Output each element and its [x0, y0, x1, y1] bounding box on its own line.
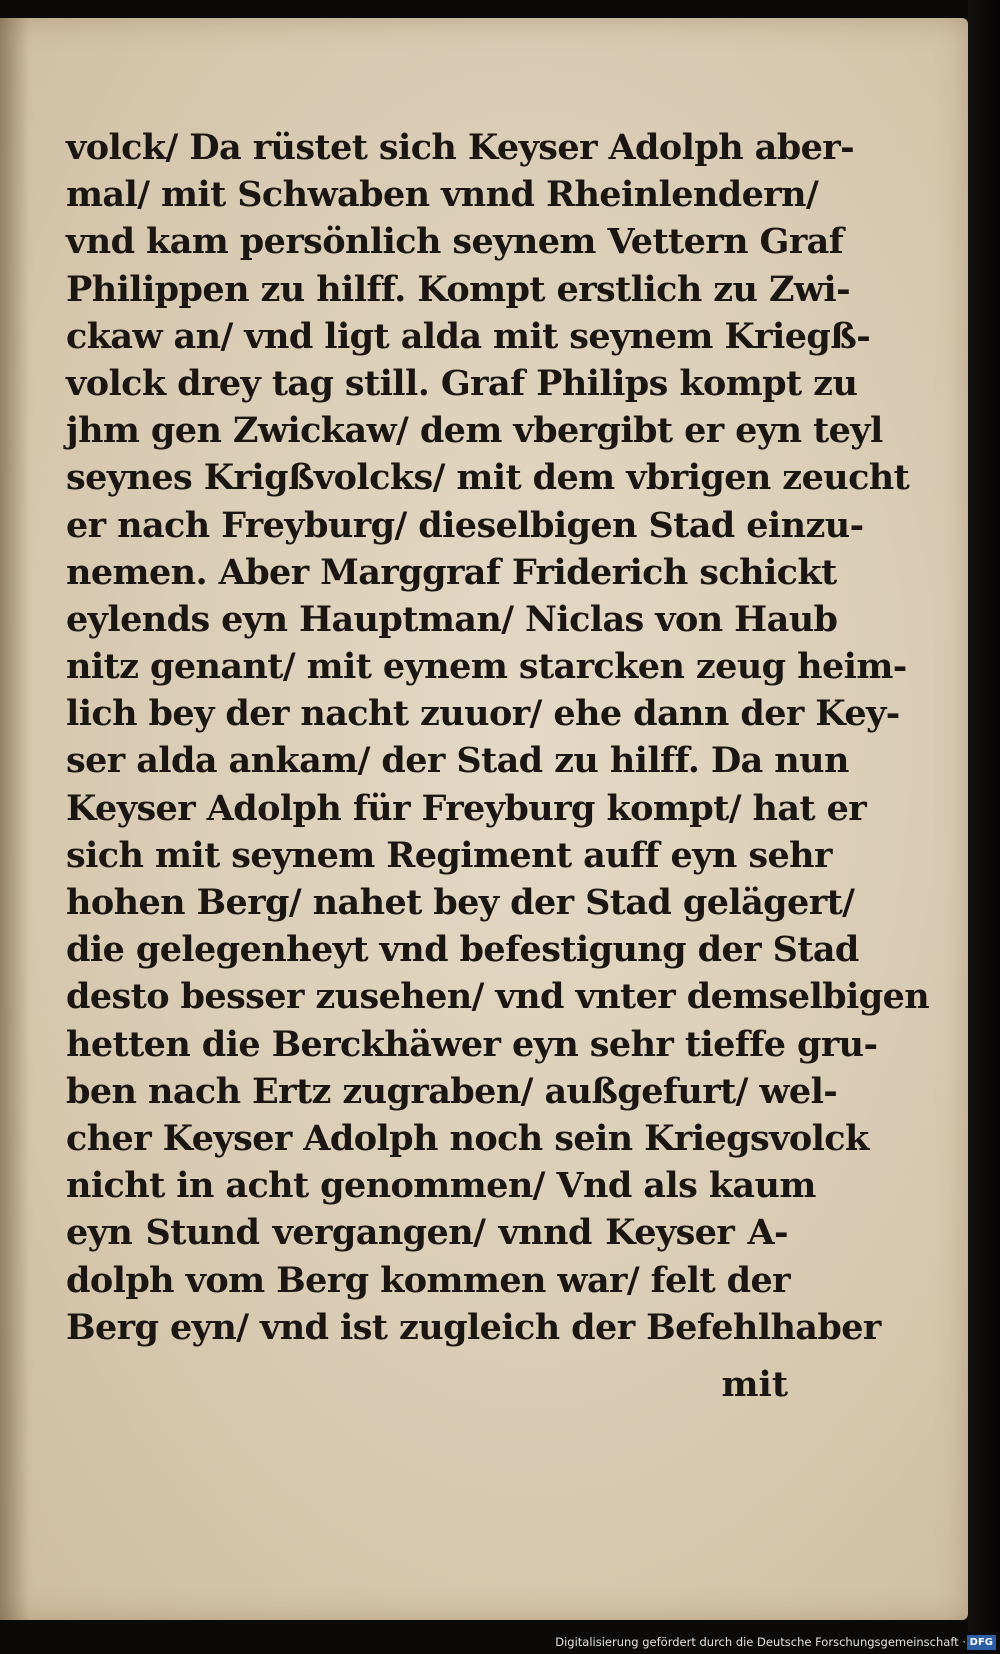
text-line: nitz genant/ mit eynem starcken zeug heim-	[66, 646, 907, 688]
footer-bar	[0, 1632, 1000, 1654]
text-line: nicht in acht genommen/ Vnd als kaum	[66, 1165, 816, 1207]
text-line: desto besser zusehen/ vnd vnter demselbigen	[66, 976, 930, 1018]
text-line: mal/ mit Schwaben vnnd Rheinlendern/	[66, 174, 819, 216]
catchword: mit	[721, 1364, 788, 1405]
paper-page	[0, 18, 968, 1620]
text-line: volck/ Da rüstet sich Keyser Adolph aber-	[66, 127, 855, 168]
dfg-logo-icon: DFG	[967, 1635, 996, 1650]
text-line: sich mit seynem Regiment auff eyn sehr	[66, 834, 832, 876]
text-line: die gelegenheyt vnd befestigung der Stad	[66, 929, 859, 971]
text-line: ckaw an/ vnd ligt alda mit seynem Kriegß-	[66, 315, 871, 357]
text-line: dolph vom Berg kommen war/ felt der	[66, 1259, 790, 1301]
text-line: er nach Freyburg/ dieselbigen Stad einzu-	[66, 504, 864, 546]
text-line: volck drey tag still. Graf Philips kompt zu	[66, 362, 858, 404]
text-line: ben nach Ertz zugraben/ außgefurt/ wel-	[66, 1070, 838, 1112]
text-line: cher Keyser Adolph noch sein Kriegsvolck	[66, 1117, 869, 1159]
text-line: ser alda ankam/ der Stad zu hilff. Da nun	[66, 740, 849, 782]
text-line: eylends eyn Hauptman/ Niclas von Haub	[66, 598, 838, 640]
text-line: seynes Krigßvolcks/ mit dem vbrigen zeucht	[66, 457, 910, 499]
text-line: vnd kam persönlich seynem Vettern Graf	[66, 221, 844, 263]
text-line: nemen. Aber Marggraf Friderich schickt	[66, 551, 837, 593]
text-line: eyn Stund vergangen/ vnnd Keyser A-	[66, 1212, 788, 1254]
text-line: hetten die Berckhäwer eyn sehr tieffe gru-	[66, 1023, 878, 1065]
text-block	[66, 124, 930, 1351]
text-line: Keyser Adolph für Freyburg kompt/ hat er	[66, 787, 867, 829]
text-line: jhm gen Zwickaw/ dem vbergibt er eyn teyl	[66, 410, 883, 452]
text-line: lich bey der nacht zuuor/ ehe dann der Key-	[66, 693, 900, 735]
funding-credit: Digitalisierung gefördert durch die Deutsche Forschungsgemeinschaft ·	[555, 1635, 966, 1649]
page-edge-shadow	[968, 0, 1000, 1654]
text-line: Berg eyn/ vnd ist zugleich der Befehlhaber	[66, 1306, 881, 1348]
text-line: hohen Berg/ nahet bey der Stad gelägert/	[66, 882, 855, 923]
text-line: Philippen zu hilff. Kompt erstlich zu Zwi-	[66, 268, 851, 310]
